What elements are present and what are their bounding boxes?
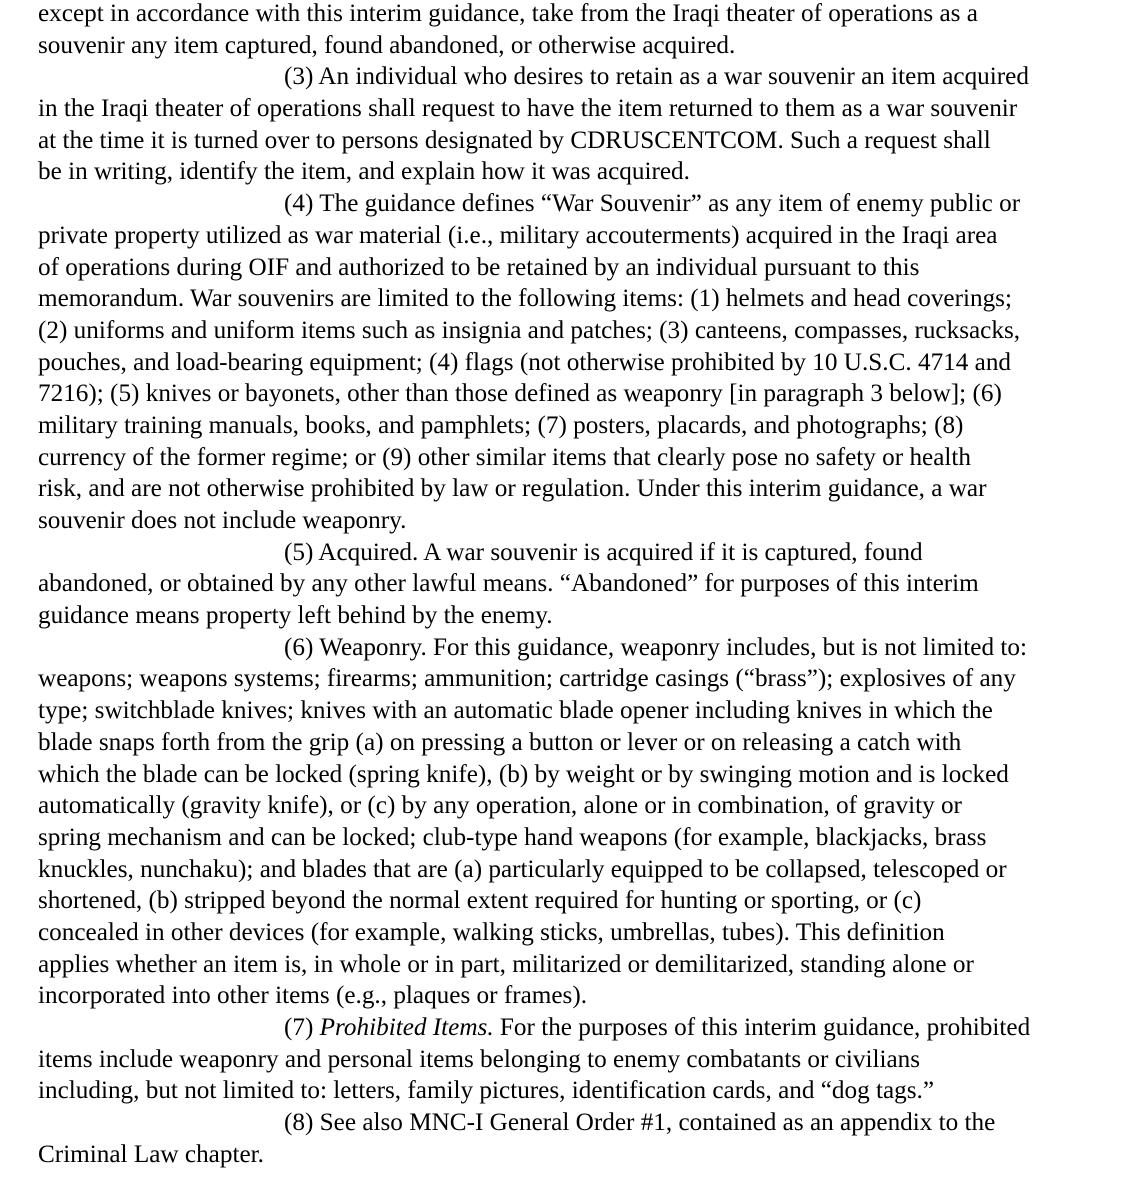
text-line: military training manuals, books, and pamphlets; (7) posters, placards, and photographs; (8) bbox=[38, 411, 964, 439]
text-line: (4) The guidance defines “War Souvenir” as any item of enemy public or bbox=[284, 190, 1021, 218]
text-line: souvenir does not include weaponry. bbox=[38, 507, 407, 534]
text-line: of operations during OIF and authorized to be retained by an individual pursuant to this bbox=[38, 253, 920, 281]
text-line: concealed in other devices (for example, walking sticks, umbrellas, tubes). This definition bbox=[38, 918, 945, 946]
text-line: be in writing, identify the item, and explain how it was acquired. bbox=[38, 158, 690, 186]
text-line: abandoned, or obtained by any other lawful means. “Abandoned” for purposes of this interim bbox=[38, 570, 979, 598]
text-line: memorandum. War souvenirs are limited to the following items: (1) helmets and head coverings; bbox=[38, 285, 1012, 313]
text-line: type; switchblade knives; knives with an automatic blade opener including knives in which the bbox=[38, 697, 993, 725]
text-line: (2) uniforms and uniform items such as insignia and patches; (3) canteens, compasses, rucksacks, bbox=[38, 316, 1021, 344]
text-line: in the Iraqi theater of operations shall request to have the item returned to them as a war souvenir bbox=[38, 95, 1018, 123]
text-line: items include weaponry and personal items belonging to enemy combatants or civilians bbox=[38, 1045, 921, 1073]
text-line: Criminal Law chapter. bbox=[38, 1140, 264, 1168]
text-line: private property utilized as war material (i.e., military accouterments) acquired in the Iraqi area bbox=[38, 221, 998, 249]
text-line: guidance means property left behind by the enemy. bbox=[38, 602, 553, 630]
text-line: (6) Weaponry. For this guidance, weaponry includes, but is not limited to: bbox=[284, 633, 1027, 661]
document-page bbox=[38, 0, 1108, 1170]
text-line: except in accordance with this interim guidance, take from the Iraqi theater of operations as a bbox=[38, 0, 978, 27]
text-line: blade snaps forth from the grip (a) on pressing a button or lever or on releasing a catch with bbox=[38, 728, 962, 756]
paragraph-4 bbox=[38, 188, 1108, 537]
text-fragment: For the purposes of this interim guidance, prohibited bbox=[493, 1014, 1031, 1041]
section-heading: Prohibited Items. bbox=[319, 1014, 494, 1041]
text-line: weapons; weapons systems; firearms; ammunition; cartridge casings (“brass”); explosives of any bbox=[38, 665, 1016, 693]
text-line: at the time it is turned over to persons designated by CDRUSCENTCOM. Such a request shall bbox=[38, 126, 991, 154]
text-line: spring mechanism and can be locked; club-type hand weapons (for example, blackjacks, brass bbox=[38, 823, 987, 851]
text-line: including, but not limited to: letters, family pictures, identification cards, and “dog tags.” bbox=[38, 1077, 935, 1105]
text-line: shortened, (b) stripped beyond the normal extent required for hunting or sporting, or (c) bbox=[38, 887, 922, 915]
paragraph-number: (7) bbox=[284, 1014, 320, 1041]
text-line: 7216); (5) knives or bayonets, other than those defined as weaponry [in paragraph 3 below]; (6) bbox=[38, 380, 1002, 408]
text-line: (5) Acquired. A war souvenir is acquired if it is captured, found bbox=[284, 538, 923, 566]
text-line: automatically (gravity knife), or (c) by any operation, alone or in combination, of gravity or bbox=[38, 792, 962, 820]
paragraph-5 bbox=[38, 537, 1108, 632]
paragraph-8 bbox=[38, 1107, 1108, 1170]
text-line: (3) An individual who desires to retain as a war souvenir an item acquired bbox=[284, 63, 1029, 91]
text-line: souvenir any item captured, found abandoned, or otherwise acquired. bbox=[38, 31, 736, 59]
text-line: knuckles, nunchaku); and blades that are (a) particularly equipped to be collapsed, telescoped or bbox=[38, 855, 1007, 883]
text-line: currency of the former regime; or (9) other similar items that clearly pose no safety or health bbox=[38, 443, 971, 471]
text-line: which the blade can be locked (spring knife), (b) by weight or by swinging motion and is locked bbox=[38, 760, 1009, 788]
text-line: risk, and are not otherwise prohibited by law or regulation. Under this interim guidance, a war bbox=[38, 475, 987, 503]
paragraph-3 bbox=[38, 61, 1108, 188]
text-line: pouches, and load-bearing equipment; (4) flags (not otherwise prohibited by 10 U.S.C. 4714 and bbox=[38, 348, 1012, 376]
text-line: incorporated into other items (e.g., plaques or frames). bbox=[38, 982, 588, 1010]
text-line: applies whether an item is, in whole or in part, militarized or demilitarized, standing alone or bbox=[38, 950, 974, 978]
text-line bbox=[38, 1012, 1108, 1044]
text-line: (8) See also MNC-I General Order #1, contained as an appendix to the bbox=[284, 1109, 996, 1137]
paragraph-6 bbox=[38, 632, 1108, 1012]
paragraph-7 bbox=[38, 1012, 1108, 1107]
paragraph-intro bbox=[38, 0, 1108, 61]
